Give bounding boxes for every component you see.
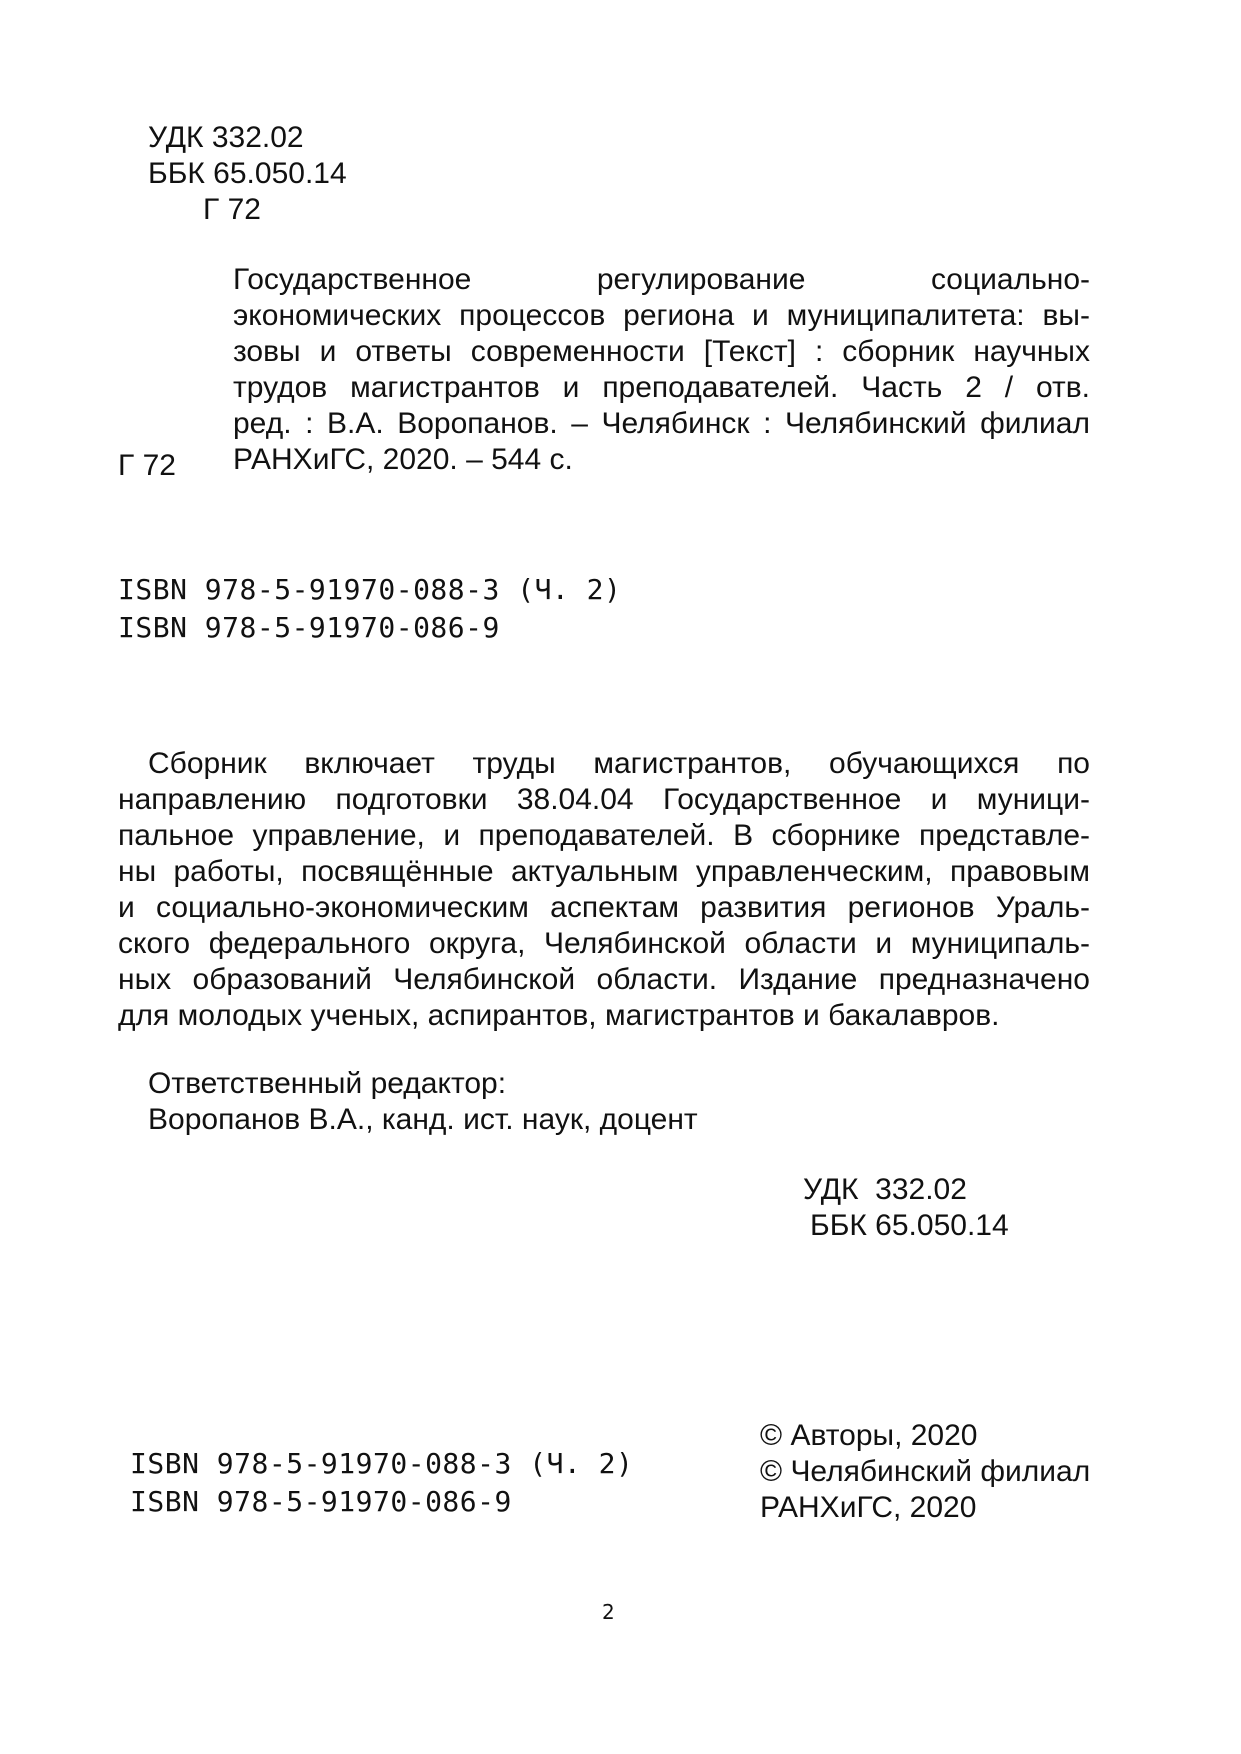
abstract-line: ны работы, посвящённые актуальным управленческим, правовым [118,855,1090,888]
bibliographic-description [233,262,1090,478]
editor-name: Воропанов В.А., канд. ист. наук, доцент [148,1103,698,1136]
abstract-line: для молодых ученых, аспирантов, магистрантов и бакалавров. [118,999,1000,1032]
udk-code-right: УДК 332.02 [803,1173,967,1206]
biblio-line: РАНХиГС, 2020. – 544 с. [233,443,573,476]
footer-isbn-part: ISBN 978-5-91970-088-3 (Ч. 2) [130,1447,634,1480]
biblio-line: трудов магистрантов и преподавателей. Часть 2 / отв. [233,371,1090,404]
footer-isbn-set: ISBN 978-5-91970-086-9 [130,1485,512,1518]
abstract-line: ных образований Челябинской области. Издание предназначено [118,963,1090,996]
editor-label: Ответственный редактор: [148,1067,507,1100]
biblio-line: ред. : В.А. Воропанов. – Челябинск : Челябинский филиал [233,407,1090,440]
abstract-line: пальное управление, и преподавателей. В сборнике представле- [118,819,1090,852]
abstract-line: направлению подготовки 38.04.04 Государственное и муници- [118,783,1090,816]
abstract-line: и социально-экономическим аспектам развития регионов Ураль- [118,891,1090,924]
biblio-line: Государственное регулирование социально- [233,263,1090,296]
biblio-line: зовы и ответы современности [Текст] : сборник научных [233,335,1090,368]
bbk-code: ББК 65.050.14 [148,157,347,190]
biblio-line: экономических процессов региона и муниципалитета: вы- [233,299,1090,332]
side-author-mark: Г 72 [118,449,176,482]
abstract-line: ского федерального округа, Челябинской области и муниципаль- [118,927,1090,960]
isbn-part: ISBN 978-5-91970-088-3 (Ч. 2) [118,573,622,606]
page-number: 2 [602,1600,615,1624]
bbk-code-right: ББК 65.050.14 [810,1209,1009,1242]
isbn-set: ISBN 978-5-91970-086-9 [118,611,500,644]
copyright-institution: © Челябинский филиал [760,1455,1091,1488]
author-mark: Г 72 [203,193,261,226]
copyright-authors: © Авторы, 2020 [760,1419,978,1452]
abstract-line: Сборник включает труды магистрантов, обучающихся по [148,747,1090,780]
udk-code: УДК 332.02 [148,121,304,154]
abstract [118,746,1090,1034]
copyright-institution-year: РАНХиГС, 2020 [760,1491,977,1524]
